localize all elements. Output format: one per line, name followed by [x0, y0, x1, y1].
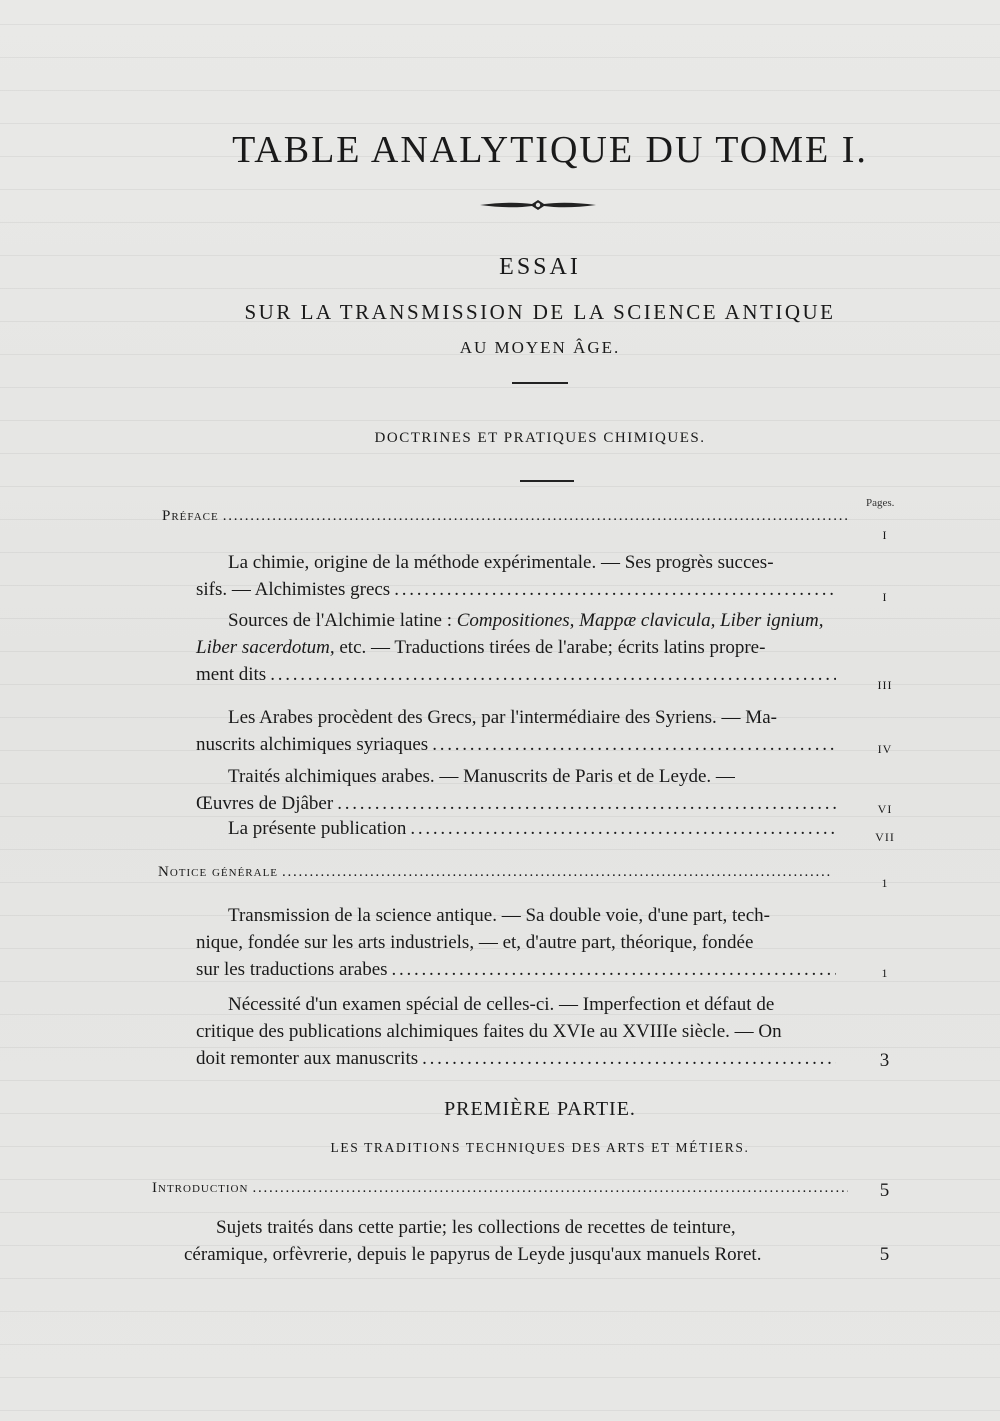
toc-heading-preface — [162, 508, 852, 525]
page-number: 5 — [879, 1180, 891, 1201]
leader-dots — [422, 1045, 836, 1072]
short-rule — [520, 480, 574, 482]
toc-entry — [196, 991, 836, 1072]
page-number: 5 — [879, 1244, 891, 1265]
toc-heading-notice — [158, 864, 834, 881]
toc-entry — [196, 607, 836, 688]
leader-dots — [410, 815, 836, 842]
leader-dots — [270, 661, 836, 688]
entry-text: sifs. — Alchimistes grecs — [196, 579, 391, 600]
essay-subtitle-2: AU MOYEN ÂGE. — [459, 338, 621, 357]
page-number: VII — [875, 830, 895, 844]
toc-heading-label: Notice générale — [158, 864, 279, 880]
pages-column-label: Pages. — [866, 497, 895, 509]
essay-title: ESSAI — [499, 254, 581, 280]
page-number: VI — [877, 802, 893, 816]
entry-text: Traités alchimiques arabes. — Manuscrits de Paris et de Leyde. — — [228, 766, 735, 787]
short-rule — [512, 382, 568, 384]
toc-heading-introduction — [152, 1180, 852, 1197]
page-number: 3 — [879, 1050, 891, 1071]
page-number: 1 — [881, 876, 889, 890]
entry-text: etc. — Traductions tirées de l'arabe; écrits latins propre- — [334, 637, 766, 658]
entry-text: ment dits — [196, 664, 267, 685]
toc-heading-label: Introduction — [152, 1180, 249, 1196]
part-title: PREMIÈRE PARTIE. — [444, 1098, 636, 1120]
toc-entry — [196, 902, 836, 983]
ornament-divider — [480, 198, 596, 212]
leader-dots — [432, 731, 836, 758]
entry-text: doit remonter aux manuscrits — [196, 1048, 419, 1069]
entry-text: Sujets traités dans cette partie; les collections de recettes de teinture, — [216, 1217, 736, 1238]
essay-subtitle: SUR LA TRANSMISSION DE LA SCIENCE ANTIQUE — [244, 300, 836, 324]
toc-entry — [228, 815, 836, 842]
entry-text: critique des publications alchimiques faites du XVIe au XVIIIe siècle. — On — [196, 1021, 782, 1042]
leader-dots — [282, 864, 830, 881]
leader-dots — [252, 1180, 848, 1197]
entry-text: La présente publication — [228, 818, 407, 839]
entry-text: Sources de l'Alchimie latine : — [228, 610, 457, 631]
page-number: III — [877, 678, 893, 692]
leader-dots — [392, 956, 836, 983]
toc-entry — [196, 704, 836, 758]
leader-dots — [394, 576, 836, 603]
entry-text: Nécessité d'un examen spécial de celles-ci. — Imperfection et défaut de — [228, 994, 775, 1015]
part-subtitle: LES TRADITIONS TECHNIQUES DES ARTS ET MÉTIERS. — [330, 1140, 750, 1155]
leader-dots — [337, 790, 836, 817]
entry-text: sur les traductions arabes — [196, 959, 388, 980]
page-number: IV — [877, 742, 893, 756]
toc-entry — [196, 763, 836, 817]
entry-text: Transmission de la science antique. — Sa double voie, d'une part, tech- — [228, 905, 770, 926]
section-heading: DOCTRINES ET PRATIQUES CHIMIQUES. — [374, 430, 706, 446]
toc-entry — [184, 1214, 824, 1268]
entry-text: Les Arabes procèdent des Grecs, par l'intermédiaire des Syriens. — Ma- — [228, 707, 777, 728]
entry-text-italic: Liber sacerdotum, — [196, 637, 335, 658]
leader-dots — [223, 508, 848, 525]
toc-entry — [196, 549, 836, 603]
page-title: TABLE ANALYTIQUE DU TOME I. — [232, 129, 868, 171]
entry-text-italic: Compositiones, Mappæ clavicula, Liber ignium, — [456, 610, 824, 631]
toc-heading-label: Préface — [162, 508, 219, 524]
page-number: I — [882, 528, 888, 542]
entry-text: nuscrits alchimiques syriaques — [196, 734, 429, 755]
entry-text: nique, fondée sur les arts industriels, — et, d'autre part, théorique, fondée — [196, 932, 754, 953]
entry-text: La chimie, origine de la méthode expérimentale. — Ses progrès succes- — [228, 552, 774, 573]
entry-text: Œuvres de Djâber — [196, 793, 334, 814]
entry-text: céramique, orfèvrerie, depuis le papyrus de Leyde jusqu'aux manuels Roret. — [184, 1244, 762, 1265]
page-number: 1 — [881, 966, 889, 980]
page-number: I — [882, 590, 888, 604]
